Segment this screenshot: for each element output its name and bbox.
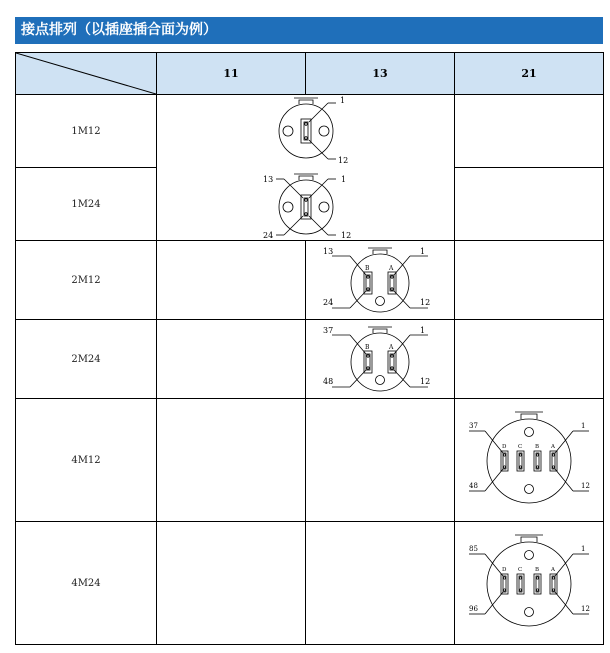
- contact-arrangement-table: [15, 52, 604, 645]
- pin-label-2m12-br: 12: [420, 298, 431, 307]
- contact-diagram-4m12: [455, 399, 603, 521]
- pin-label-4m24-tl: 85: [469, 545, 478, 553]
- pin-group-label-4m24-b: B: [535, 567, 540, 573]
- pin-group-label-4m24-d: D: [502, 567, 507, 573]
- contact-diagram-4m24: [455, 522, 603, 644]
- pin-label-1m24-br: 12: [341, 230, 352, 240]
- pin-label-2m24-tr: 1: [420, 326, 426, 335]
- diagram-cell-2m24: [306, 320, 455, 399]
- pin-group-label-2m12-b: B: [365, 265, 370, 272]
- contact-diagram-1m12: [157, 95, 455, 167]
- row-label-1m12: 1M12: [16, 95, 157, 168]
- section-title: 接点排列（以插座插合面为例）: [15, 17, 603, 44]
- empty-cell-2m12-11: [157, 241, 306, 320]
- pin-label-4m12-tl: 37: [469, 422, 478, 430]
- diagram-cell-1m12: [157, 95, 455, 168]
- pin-label-4m12-bl: 48: [469, 482, 478, 490]
- row-label-2m24: 2M24: [16, 320, 157, 399]
- pin-label-2m12-tr: 1: [420, 247, 426, 256]
- pin-label-2m24-bl: 48: [323, 377, 334, 386]
- pin-group-label-4m24-a: A: [551, 567, 555, 573]
- pin-group-label-2m24-a: A: [389, 344, 394, 351]
- pin-label-2m12-bl: 24: [323, 298, 334, 307]
- empty-cell-2m24-11: [157, 320, 306, 399]
- pin-group-label-2m12-a: A: [389, 265, 394, 272]
- empty-cell-1m12-21: [455, 95, 604, 168]
- pin-label-1m12-bottom: 12: [338, 156, 349, 166]
- empty-cell-2m24-21: [455, 320, 604, 399]
- pin-group-label-4m12-b: B: [535, 444, 540, 450]
- column-header-21: 21: [455, 53, 604, 95]
- row-label-4m12: 4M12: [16, 399, 157, 522]
- column-header-13: 13: [306, 53, 455, 95]
- pin-label-1m24-tl: 13: [263, 174, 274, 184]
- corner-header-cell: [16, 53, 157, 95]
- pin-group-label-4m12-c: C: [518, 444, 523, 450]
- empty-cell-4m12-11: [157, 399, 306, 522]
- contact-diagram-1m24: [157, 168, 455, 240]
- pin-label-1m24-tr: 1: [341, 174, 347, 184]
- row-label-2m12: 2M12: [16, 241, 157, 320]
- pin-group-label-4m12-d: D: [502, 444, 507, 450]
- empty-cell-2m12-21: [455, 241, 604, 320]
- pin-label-4m12-br: 12: [581, 482, 590, 490]
- empty-cell-4m24-11: [157, 522, 306, 645]
- pin-label-2m24-tl: 37: [323, 326, 334, 335]
- pin-label-2m24-br: 12: [420, 377, 431, 386]
- pin-label-4m24-bl: 96: [469, 605, 478, 613]
- contact-diagram-2m24: [306, 320, 454, 398]
- empty-cell-4m24-13: [306, 522, 455, 645]
- pin-group-label-2m24-b: B: [365, 344, 370, 351]
- pin-label-4m24-br: 12: [581, 605, 590, 613]
- empty-cell-4m12-13: [306, 399, 455, 522]
- pin-group-label-4m24-c: C: [518, 567, 523, 573]
- pin-group-label-4m12-a: A: [551, 444, 555, 450]
- diagram-cell-4m12: [455, 399, 604, 522]
- row-label-4m24: 4M24: [16, 522, 157, 645]
- diagram-cell-4m24: [455, 522, 604, 645]
- column-header-11: 11: [157, 53, 306, 95]
- pin-label-4m24-tr: 1: [581, 545, 586, 553]
- pin-label-1m24-bl: 24: [263, 230, 274, 240]
- pin-label-4m12-tr: 1: [581, 422, 586, 430]
- pin-label-1m12-top: 1: [340, 96, 346, 106]
- contact-diagram-2m12: [306, 241, 454, 319]
- empty-cell-1m24-21: [455, 168, 604, 241]
- row-label-1m24: 1M24: [16, 168, 157, 241]
- pin-label-2m12-tl: 13: [323, 247, 334, 256]
- diagram-cell-1m24: [157, 168, 455, 241]
- diagram-cell-2m12: [306, 241, 455, 320]
